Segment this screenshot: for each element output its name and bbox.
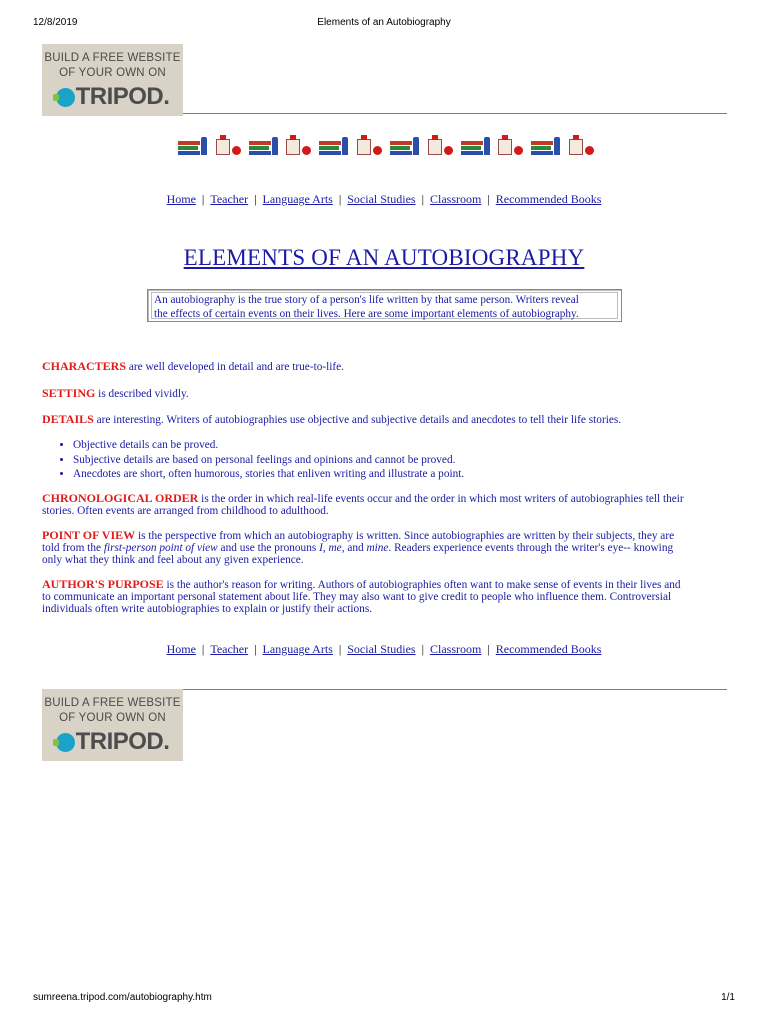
nav-teacher-link[interactable]: Teacher [210, 642, 249, 656]
print-url: sumreena.tripod.com/autobiography.htm [33, 992, 212, 1003]
nav-top: Home | Teacher | Language Arts | Social Studies | Classroom | Recommended Books [166, 192, 602, 206]
term-point-of-view: POINT OF VIEW [42, 528, 136, 542]
tripod-ad-top[interactable] [42, 44, 183, 116]
element-characters: CHARACTERS are well developed in detail and are true-to-life. [42, 359, 345, 373]
intro-box [147, 289, 622, 322]
tripod-wordmark: TRIPOD. [75, 728, 170, 755]
ad-line-2: OF YOUR OWN ON [59, 67, 166, 79]
list-item: • Subjective details are based on personal feelings and opinions and cannot be proved. [73, 453, 723, 468]
list-item: • Objective details can be proved. [73, 438, 723, 453]
tripod-logo [42, 730, 183, 754]
school-border-graphic [178, 129, 595, 155]
tripod-dot-icon [56, 733, 75, 752]
books-icon [249, 137, 279, 155]
divider-top [183, 113, 727, 114]
books-icon [461, 137, 491, 155]
ad-line-1: BUILD A FREE WEBSITE [44, 52, 181, 64]
element-setting: SETTING is described vividly. [42, 386, 189, 400]
print-date: 12/8/2019 [33, 17, 78, 28]
books-icon [319, 137, 349, 155]
tripod-dot-icon [56, 88, 75, 107]
nav-social-studies-link[interactable]: Social Studies [347, 192, 416, 206]
nav-classroom-link[interactable]: Classroom [430, 192, 482, 206]
nav-home-link[interactable]: Home [166, 642, 196, 656]
nav-home-link[interactable]: Home [166, 192, 196, 206]
element-point-of-view: POINT OF VIEW is the perspective from which an autobiography is written. Since autobiographies are written by their subjects, they are told from the first-person point of view and use the pronouns I, me, and mine. Readers experience events through the writer's eye-- knowing only what they think and feel about any given experience. [42, 528, 675, 566]
diploma-icon [285, 139, 312, 155]
print-page-number: 1/1 [721, 992, 735, 1003]
term-setting: SETTING [42, 386, 96, 400]
ad-line-2: OF YOUR OWN ON [59, 712, 166, 724]
term-details: DETAILS [42, 412, 94, 426]
diploma-icon [215, 139, 242, 155]
diploma-icon [427, 139, 454, 155]
element-authors-purpose: AUTHOR'S PURPOSE is the author's reason for writing. Authors of autobiographies often want to make sense of events in their lives and to communicate an important personal statement about life. They may also want to give credit to people who influence them. Controversial individuals often write autobiographies to explain or justify their actions. [42, 577, 681, 615]
diploma-icon [497, 139, 524, 155]
books-icon [531, 137, 561, 155]
details-list [42, 438, 723, 482]
page-title: ELEMENTS OF AN AUTOBIOGRAPHY [183, 245, 585, 270]
element-details: DETAILS are interesting. Writers of autobiographies use objective and subjective details and anecdotes to tell their life stories. [42, 412, 622, 426]
term-chronological-order: CHRONOLOGICAL ORDER [42, 491, 199, 505]
nav-language-arts-link[interactable]: Language Arts [262, 642, 333, 656]
intro-text: An autobiography is the true story of a person's life written by that same person. Writers reveal the effects of certain events on their lives. Here are some important elements of autobiography. [151, 292, 618, 319]
term-characters: CHARACTERS [42, 359, 127, 373]
books-icon [390, 137, 420, 155]
nav-teacher-link[interactable]: Teacher [210, 192, 249, 206]
nav-social-studies-link[interactable]: Social Studies [347, 642, 416, 656]
print-header [0, 17, 768, 31]
tripod-logo [42, 85, 183, 109]
nav-language-arts-link[interactable]: Language Arts [262, 192, 333, 206]
divider-bottom [183, 689, 727, 690]
nav-classroom-link[interactable]: Classroom [430, 642, 482, 656]
ad-line-1: BUILD A FREE WEBSITE [44, 697, 181, 709]
books-icon [178, 137, 208, 155]
diploma-icon [568, 139, 595, 155]
print-title: Elements of an Autobiography [317, 17, 451, 28]
element-chronological-order: CHRONOLOGICAL ORDER is the order in which real-life events occur and the order in which most writers of autobiographies tell their stories. Often events are arranged from childhood to adulthood. [42, 491, 684, 517]
diploma-icon [356, 139, 383, 155]
nav-recommended-books-link[interactable]: Recommended Books [495, 642, 602, 656]
term-authors-purpose: AUTHOR'S PURPOSE [42, 577, 164, 591]
tripod-wordmark: TRIPOD. [75, 83, 170, 110]
tripod-ad-bottom[interactable] [42, 689, 183, 761]
nav-recommended-books-link[interactable]: Recommended Books [495, 192, 602, 206]
nav-bottom: Home | Teacher | Language Arts | Social Studies | Classroom | Recommended Books [166, 642, 602, 656]
list-item: • Anecdotes are short, often humorous, stories that enliven writing and illustrate a point. [73, 467, 723, 482]
